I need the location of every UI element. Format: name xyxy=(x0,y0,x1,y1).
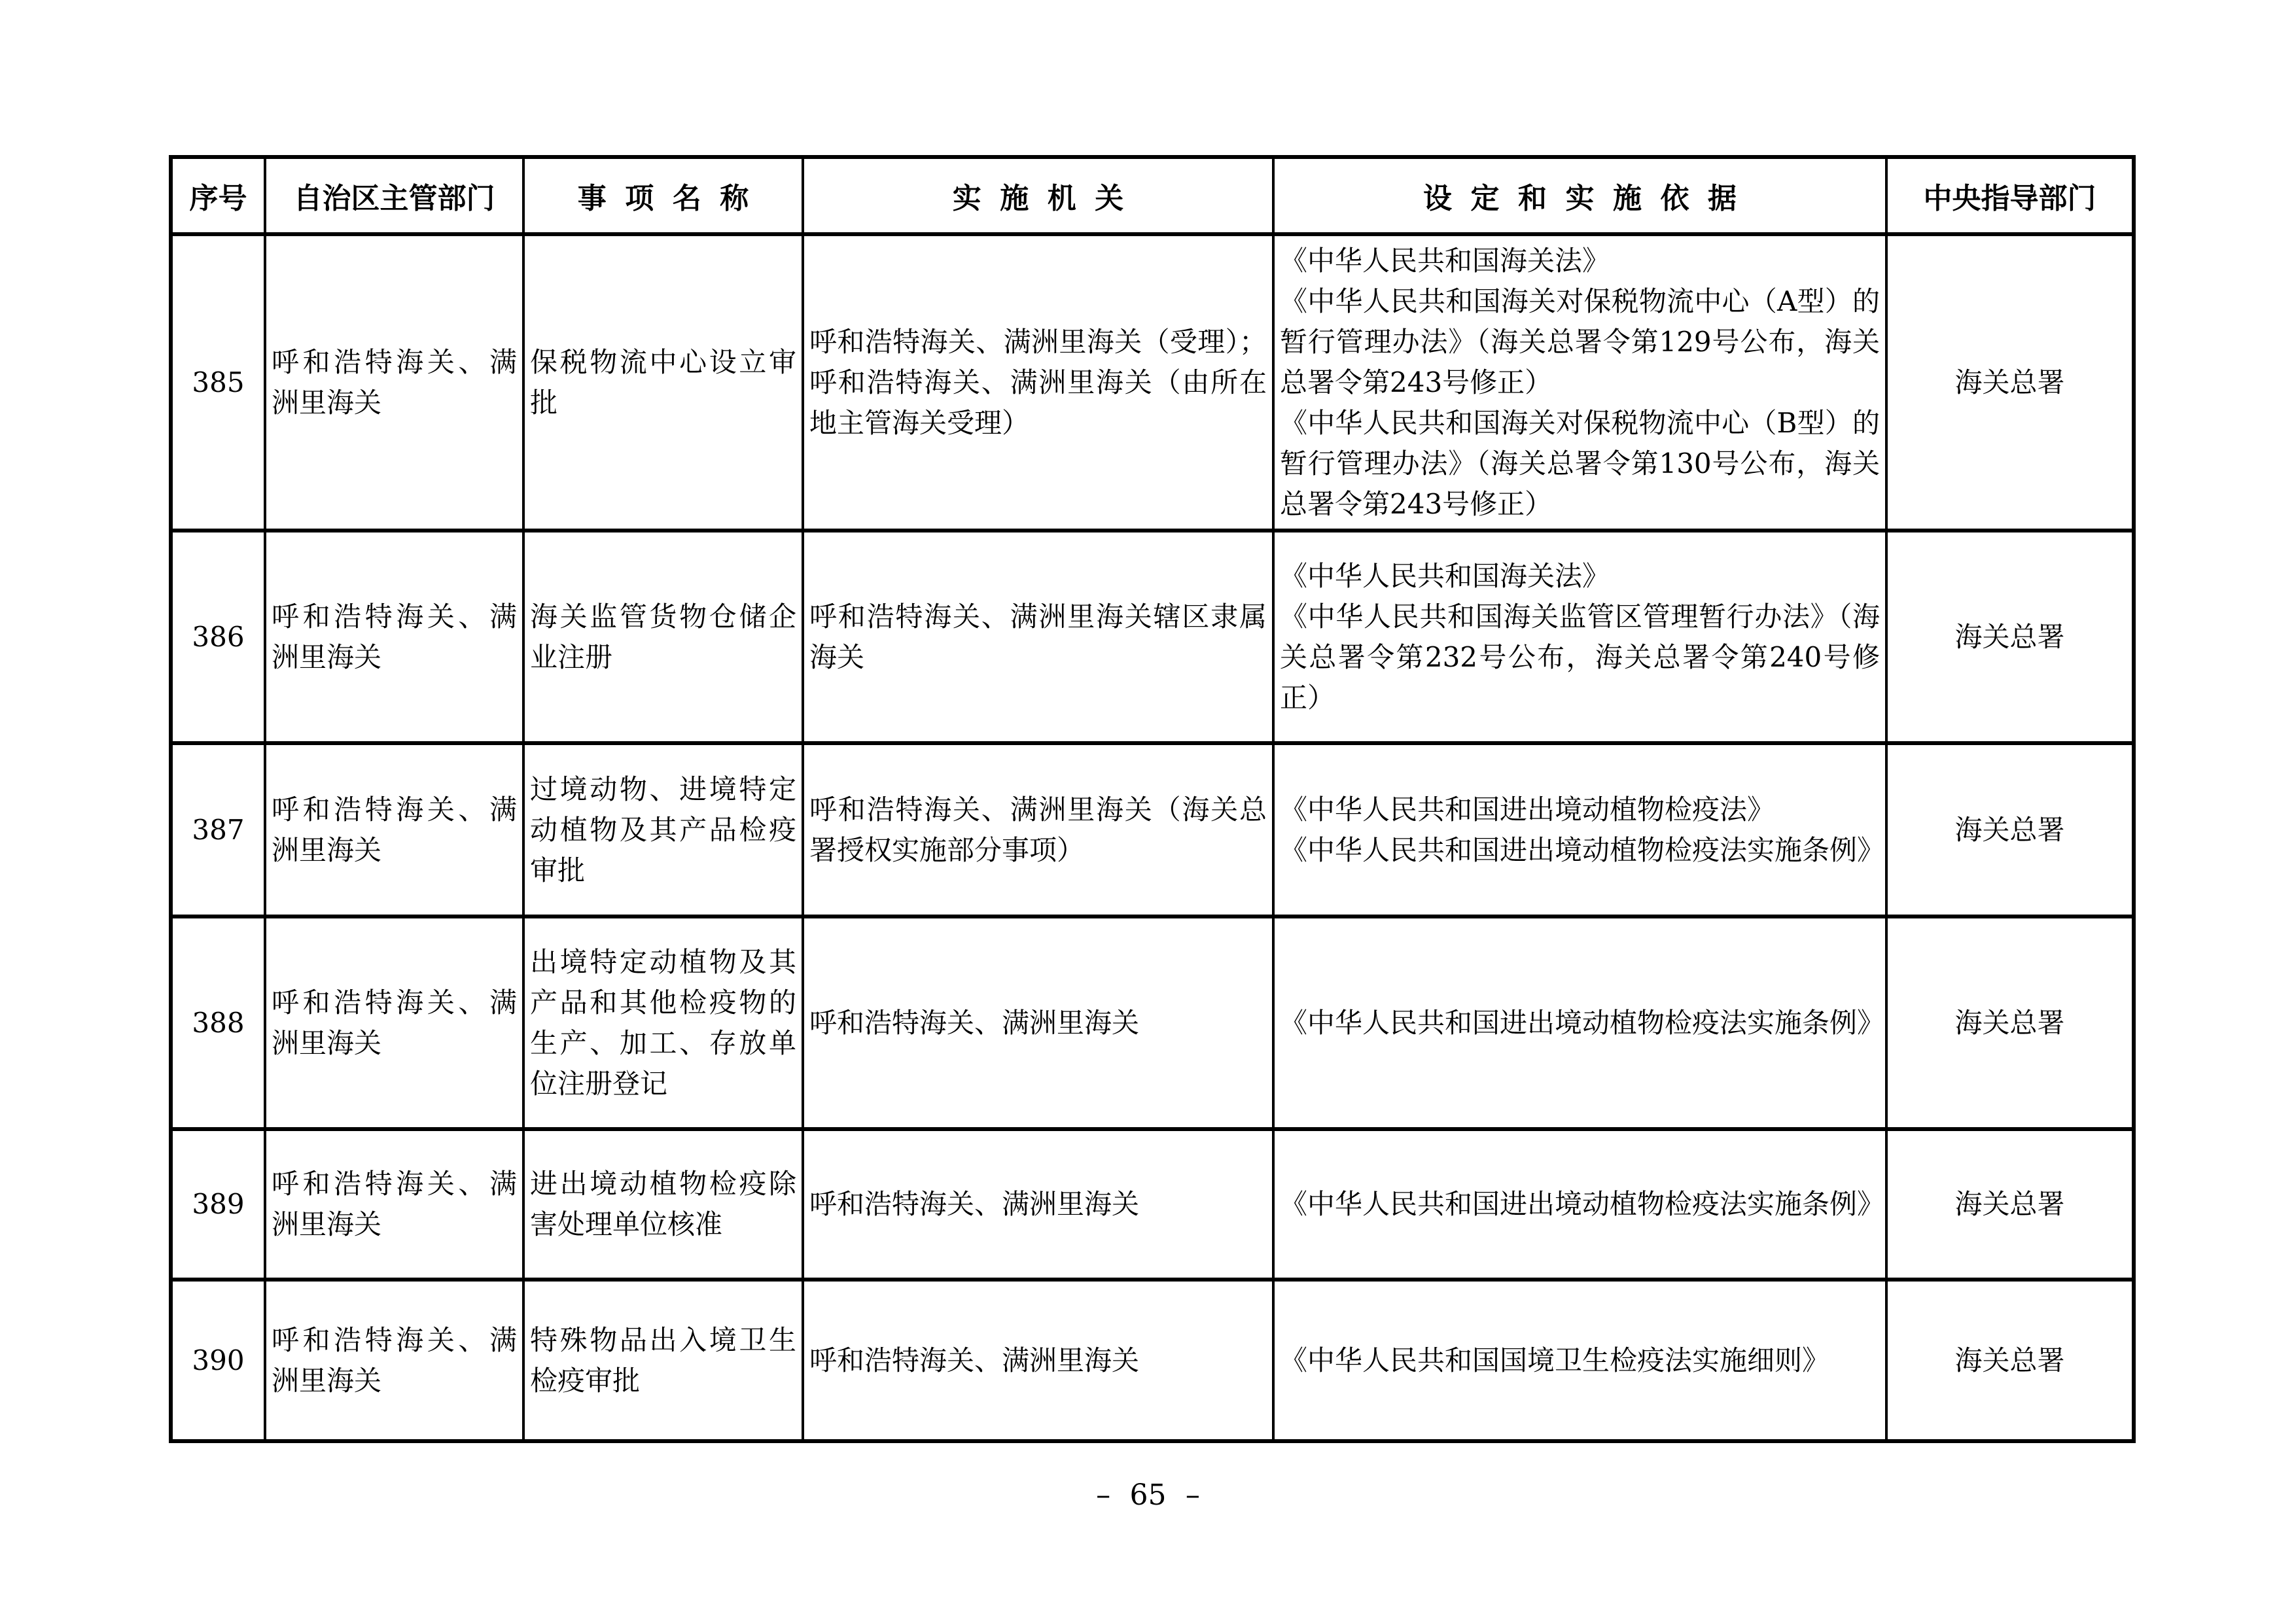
cell-agency: 呼和浩特海关、满洲里海关辖区隶属海关 xyxy=(803,531,1273,743)
law-basis-line: 《中华人民共和国进出境动植物检疫法实施条例》 xyxy=(1280,1006,1885,1039)
cell-department: 呼和浩特海关、满洲里海关 xyxy=(265,1280,523,1441)
col-header-department: 自治区主管部门 xyxy=(265,157,523,234)
cell-department: 呼和浩特海关、满洲里海关 xyxy=(265,234,523,531)
cell-basis xyxy=(1273,531,1886,743)
law-basis-line: 《中华人民共和国进出境动植物检疫法实施条例》 xyxy=(1280,833,1885,866)
table-row xyxy=(171,1280,2134,1441)
cell-agency: 呼和浩特海关、满洲里海关 xyxy=(803,1129,1273,1280)
cell-agency: 呼和浩特海关、满洲里海关 xyxy=(803,916,1273,1129)
cell-basis xyxy=(1273,916,1886,1129)
table-header-row xyxy=(171,157,2134,234)
law-basis-line: 《中华人民共和国海关监管区管理暂行办法》（海关总署令第232号公布，海关总署令第240号修正） xyxy=(1280,600,1880,714)
cell-agency: 呼和浩特海关、满洲里海关（受理）；呼和浩特海关、满洲里海关（由所在地主管海关受理） xyxy=(803,234,1273,531)
col-header-implementing-agency: 实 施 机 关 xyxy=(803,157,1273,234)
law-basis-line: 《中华人民共和国进出境动植物检疫法》 xyxy=(1280,793,1775,826)
col-header-central-guidance: 中央指导部门 xyxy=(1886,157,2134,234)
cell-basis xyxy=(1273,1280,1886,1441)
cell-agency: 呼和浩特海关、满洲里海关（海关总署授权实施部分事项） xyxy=(803,743,1273,916)
law-basis-line: 《中华人民共和国国境卫生检疫法实施细则》 xyxy=(1280,1344,1830,1376)
table-row xyxy=(171,234,2134,531)
cell-item-name: 进出境动植物检疫除害处理单位核准 xyxy=(523,1129,803,1280)
cell-no: 389 xyxy=(171,1129,265,1280)
cell-department: 呼和浩特海关、满洲里海关 xyxy=(265,743,523,916)
law-basis-line: 《中华人民共和国海关法》 xyxy=(1280,559,1610,592)
cell-no: 385 xyxy=(171,234,265,531)
page-number: – 65 – xyxy=(1096,1478,1200,1512)
cell-central-department: 海关总署 xyxy=(1886,743,2134,916)
col-header-no: 序号 xyxy=(171,157,265,234)
cell-item-name: 特殊物品出入境卫生检疫审批 xyxy=(523,1280,803,1441)
cell-central-department: 海关总署 xyxy=(1886,234,2134,531)
col-header-item-name: 事 项 名 称 xyxy=(523,157,803,234)
cell-no: 386 xyxy=(171,531,265,743)
table-row xyxy=(171,916,2134,1129)
law-basis-line: 《中华人民共和国海关法》 xyxy=(1280,244,1610,277)
cell-department: 呼和浩特海关、满洲里海关 xyxy=(265,916,523,1129)
cell-no: 390 xyxy=(171,1280,265,1441)
cell-basis xyxy=(1273,234,1886,531)
cell-no: 387 xyxy=(171,743,265,916)
cell-central-department: 海关总署 xyxy=(1886,1129,2134,1280)
cell-item-name: 保税物流中心设立审批 xyxy=(523,234,803,531)
cell-item-name: 海关监管货物仓储企业注册 xyxy=(523,531,803,743)
cell-basis xyxy=(1273,743,1886,916)
law-basis-line: 《中华人民共和国海关对保税物流中心（A型）的暂行管理办法》（海关总署令第129号公布，海关总署令第243号修正） xyxy=(1280,285,1880,398)
cell-item-name: 出境特定动植物及其产品和其他检疫物的生产、加工、存放单位注册登记 xyxy=(523,916,803,1129)
cell-agency: 呼和浩特海关、满洲里海关 xyxy=(803,1280,1273,1441)
table-row xyxy=(171,743,2134,916)
cell-item-name: 过境动物、进境特定动植物及其产品检疫审批 xyxy=(523,743,803,916)
cell-department: 呼和浩特海关、满洲里海关 xyxy=(265,1129,523,1280)
col-header-legal-basis: 设 定 和 实 施 依 据 xyxy=(1273,157,1886,234)
cell-central-department: 海关总署 xyxy=(1886,916,2134,1129)
law-basis-line: 《中华人民共和国海关对保税物流中心（B型）的暂行管理办法》（海关总署令第130号公布，海关总署令第243号修正） xyxy=(1280,406,1880,520)
law-basis-line: 《中华人民共和国进出境动植物检疫法实施条例》 xyxy=(1280,1188,1885,1220)
table-row xyxy=(171,1129,2134,1280)
cell-central-department: 海关总署 xyxy=(1886,1280,2134,1441)
cell-central-department: 海关总署 xyxy=(1886,531,2134,743)
table-row xyxy=(171,531,2134,743)
cell-basis xyxy=(1273,1129,1886,1280)
cell-department: 呼和浩特海关、满洲里海关 xyxy=(265,531,523,743)
approval-items-table xyxy=(169,155,2136,1443)
cell-no: 388 xyxy=(171,916,265,1129)
